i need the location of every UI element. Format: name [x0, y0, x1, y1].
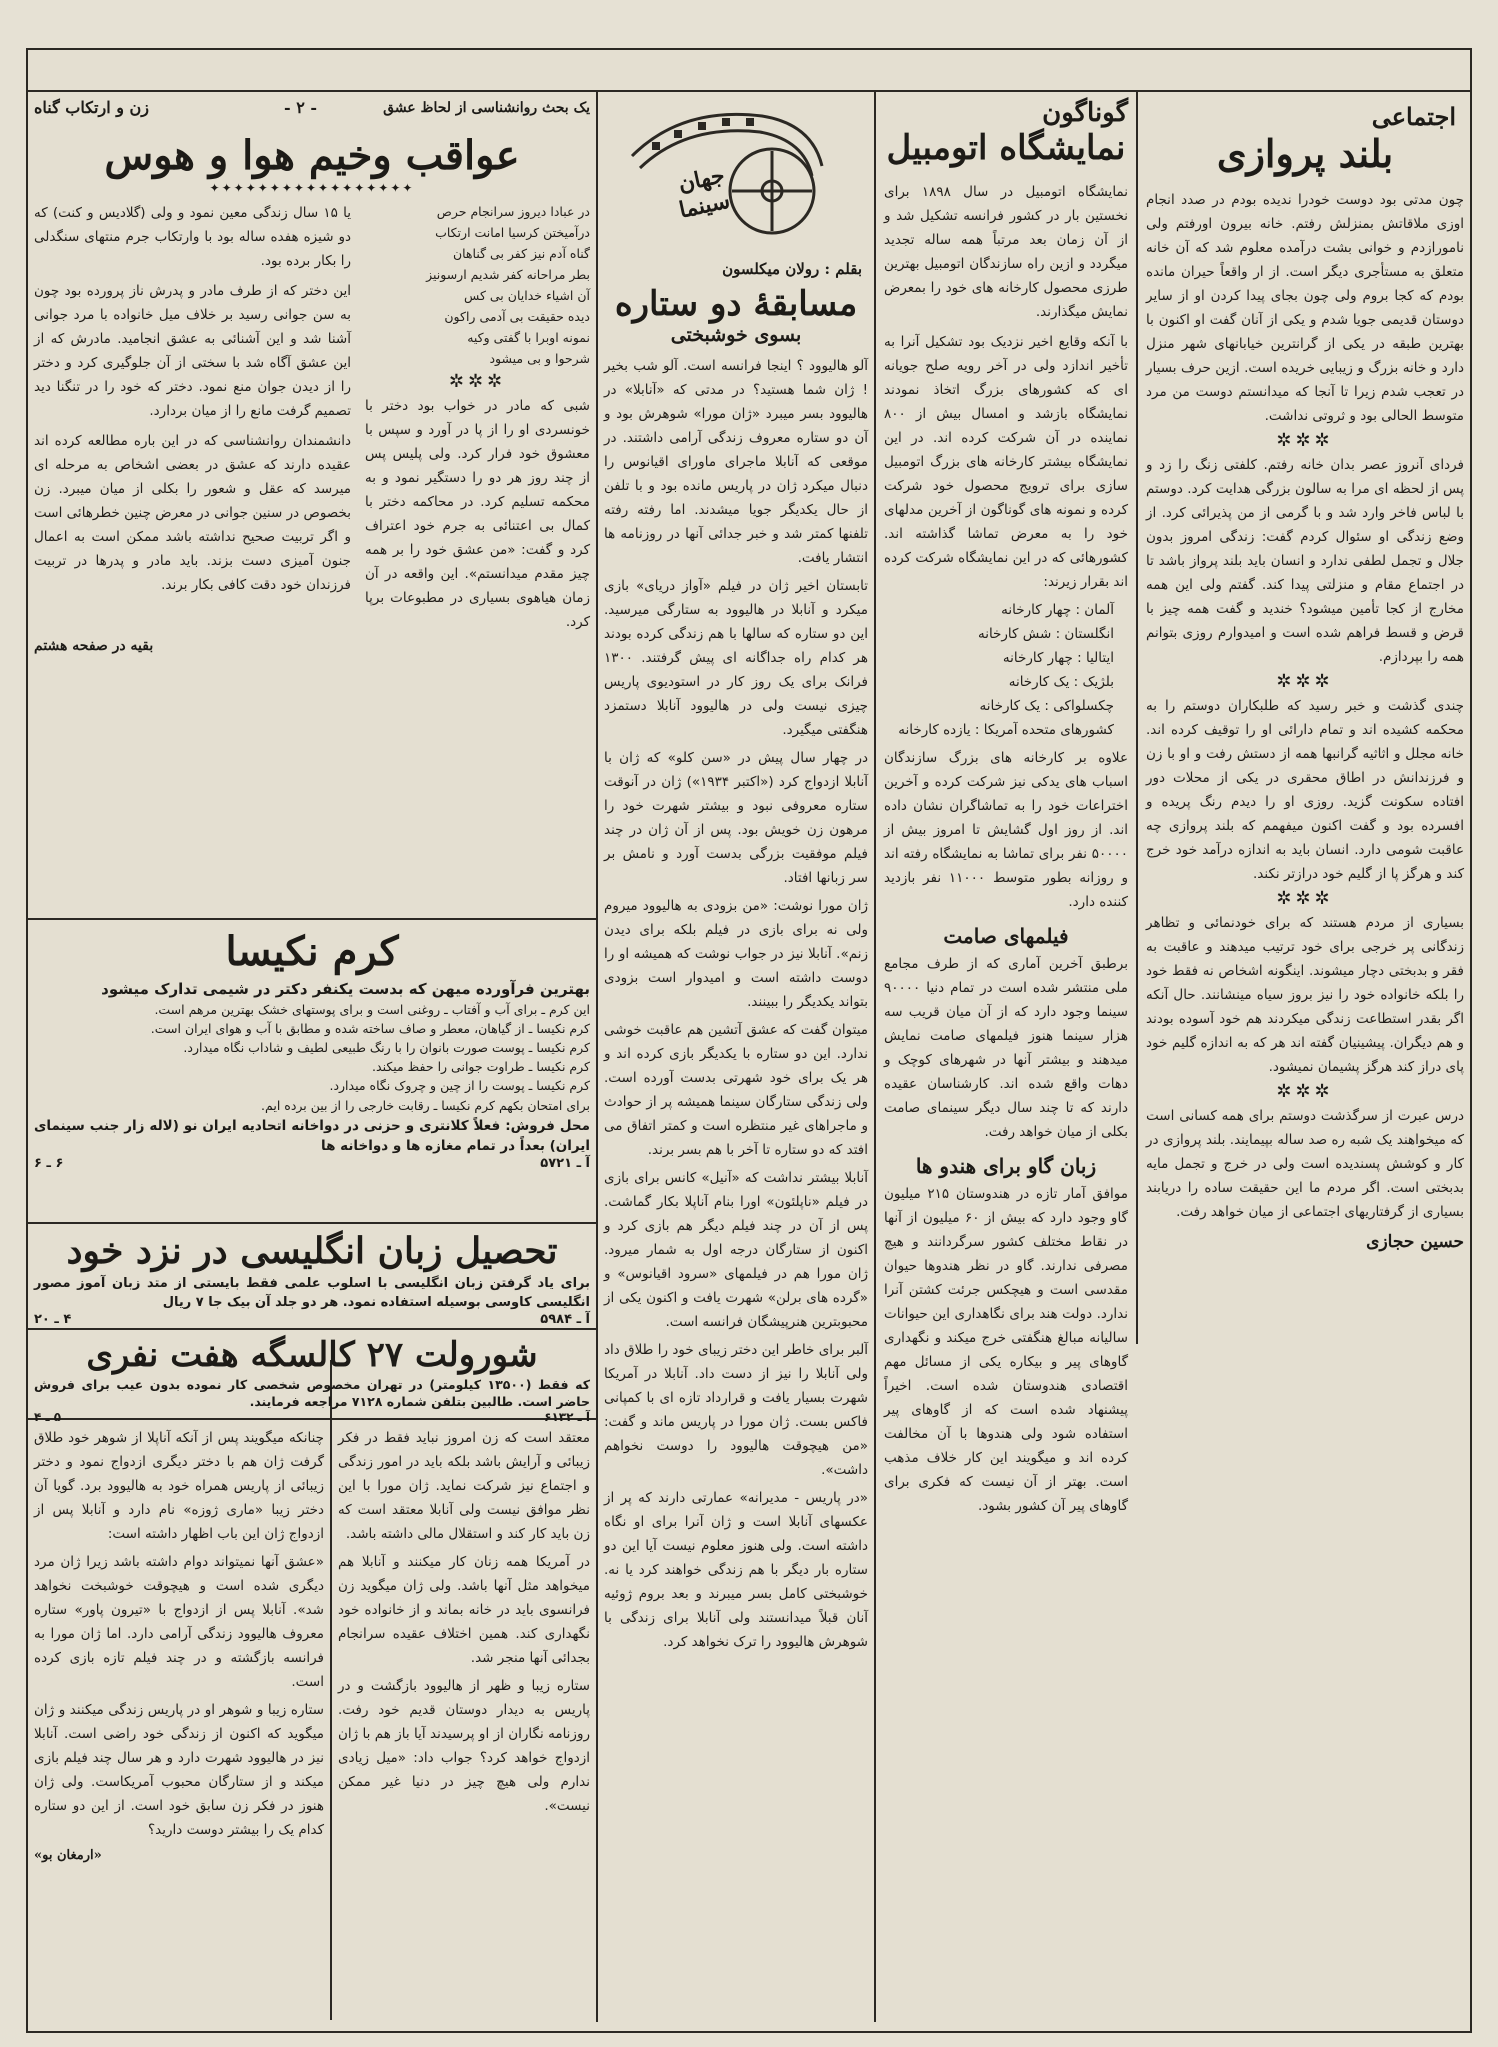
- series-title: زن و ارتکاب گناه: [34, 98, 150, 117]
- ad-item: کرم نکیسا ـ پوست صورت بانوان را با رنگ طبیعی لطیف و شاداب نگاه میدارد.: [183, 1040, 590, 1055]
- article-body: چندی گذشت و خبر رسید که طلبکاران دوستم را به محکمه کشیده اند و تمام دارائی او را توقیف کرده اند. خانه مجلل و اثاثیه گرانبها همه از دستش رفت و او با زن و فرزندانش در اطاق محقری در یکی از محلات دور افتاده سکونت گزید. روزی او را دیدم رنگ پریده و افسرده بود و گفت اکنون میفهمم که بلند پروازی چه عاقبت شومی دارد. انسان باید به اندازه درآمد خود خرج کند و هرگز پا از گلیم خود درازتر نکند.: [1146, 698, 1464, 882]
- divider-stars: ✲✲✲: [1276, 430, 1334, 451]
- article-body: شبی که مادر در خواب بود دختر با خونسردی او را از پا در آورد و سپس با معشوق خود فرار کرد. ولی پلیس پس از چند روز هر دو را دستگیر نمود و به محکمه تسلیم کرد. در محاکمه دختر با کمال بی اعتنائی به جرم خود اعتراف کرد و گفت: «من عشق خود را بر همه چیز مقدم میدانستم». این واقعه در آن زمان هیاهوی بسیاری در مطبوعات برپا کرد.: [365, 398, 590, 630]
- ad-item: کرم نکیسا ـ طراوت جوانی را حفظ میکند.: [372, 1059, 590, 1074]
- section-label: اجتماعی: [1371, 102, 1456, 131]
- poem-column: [365, 201, 590, 634]
- article-intro: یا ۱۵ سال زندگی معین نمود و ولی (گلادیس و کنت) که دو شیزه هفده ساله بود با وارتکاب جرم منتهای سنگدلی را بکار برده بود.: [34, 205, 351, 269]
- country-item: بلژیک : یک کارخانه: [1008, 674, 1114, 690]
- article-headline: مسابقهٔ دو ستاره: [614, 284, 858, 324]
- ad-lead: بهترین فرآورده میهن که بدست یکنفر دکتر در شیمی تدارک میشود: [101, 980, 590, 998]
- ad-chevrolet: [34, 1334, 590, 1424]
- poem-line: آن اشیاء خدایان بی کس: [464, 288, 590, 303]
- country-item: آلمان : چهار کارخانه: [1001, 602, 1114, 618]
- section-rule: [26, 918, 596, 920]
- column-auto: [884, 98, 1128, 2018]
- subheading: زبان گاو برای هندو ها: [915, 1154, 1097, 1178]
- continued-note: بقیه در صفحه هشتم: [34, 638, 154, 654]
- country-item: انگلستان : شش کارخانه: [977, 626, 1114, 642]
- article-body: دانشمندان روانشناسی که در این باره مطالعه کرده اند عقیده دارند که عشق در بعضی اشخاص به مرحله ای میرسد که عقل و شعور را بکلی از میان میبرد. زن بخصوص در سنین جوانی در معرض چنین خطرهائی است و اگر تربیت صحیح نداشته باشد ممکن است به اعمال جنون آمیزی دست بزند. باید مادر و پدرها در تربیت فرزندان خود دقت کافی بکار برند.: [34, 433, 351, 593]
- section-label: جهان سینما: [675, 162, 733, 224]
- ad-address: محل فروش: فعلاً کلانتری و حزنی در دواخانه اتحادیه ایران نو (لاله زار جنب سینمای ایران) بعداً در تمام مغازه ها و دواخانه ها: [34, 1118, 590, 1154]
- article-body: درس عبرت از سرگذشت دوستم برای همه کسانی است که میخواهند یک شبه ره صد ساله بپیمایند. بلند پروازی در کار و کوشش پسندیده است ولی در خرج و تجمل مایه بدبختی است. اگر مردم ما این حقیقت ساده را دریابند بسیاری از گرفتاریهای اجتماعی از میان خواهد رفت.: [1146, 1108, 1464, 1220]
- poem-line: درآمیختن کرسیا امانت ارتکاب: [435, 225, 590, 240]
- article-body: تابستان اخیر ژان در فیلم «آواز دریای» بازی میکرد و آنابلا در هالیوود به ستارگی میرسید. این دو ستاره که سالها با هم زندگی کرده بودند هر کدام راه جداگانه ای پیش گرفتند. ۱۳۰۰ فرانک برای یک روز کار در استودیوی پاریس چیزی نیست ولی در هالیوود آنابلا دستمزد هنگفتی میگیرد.: [604, 578, 868, 738]
- byline: بقلم : رولان میکلسون: [722, 260, 862, 278]
- header-rule: [26, 90, 1472, 92]
- column-social: [1146, 98, 1464, 2018]
- article-body: ژان مورا نوشت: «من بزودی به هالیوود میروم ولی نه برای بازی در فیلم بلکه برای دیدن زنم». آنابلا نیز در جواب نوشت که همیشه او را دوست داشته است و امیدوار است بزودی بتواند یکدیگر را ببینند.: [604, 898, 868, 1010]
- signature: حسین حجازی: [1366, 1232, 1464, 1252]
- poem-line: نمونه اوبرا با گفتی وکیه: [467, 330, 590, 345]
- ad-code: ۶ ـ ۶: [34, 1156, 64, 1171]
- column-bottom-right: [338, 1426, 590, 2016]
- divider-stars: ✲✲✲: [1276, 1081, 1334, 1102]
- column-rule: [874, 92, 876, 2022]
- article-body: علاوه بر کارخانه های بزرگ سازندگان اسباب های یدکی نیز شرکت کرده و آخرین اختراعات خود را به تماشاگران نشان داده اند. از روز اول گشایش تا امروز بیش از ۵۰۰۰۰ نفر برای تماشا به نمایشگاه رفته اند و روزانه بطور متوسط ۱۱۰۰۰ نفر بازدید کننده دارد.: [884, 750, 1128, 910]
- ad-title: کرم نکیسا: [225, 928, 399, 975]
- divider-stars: ✲✲✲: [1276, 888, 1334, 909]
- section-rule: [26, 1328, 596, 1330]
- subheading: فیلمهای صامت: [943, 924, 1069, 948]
- article-body: میتوان گفت که عشق آتشین هم عاقبت خوشی ندارد. این دو ستاره با یکدیگر بازی کرده اند و هر یک برای خود شهرتی بدست آورده است. ولی زندگی ستارگان سینما همیشه پر از حوادث و ماجراهای غیر منتظره است و کمتر اتفاق می افتد که دو ستاره تا آخر با هم بسر برند.: [604, 1022, 868, 1158]
- article-body: ستاره زیبا و شوهر او در پاریس زندگی میکنند و ژان میگوید که اکنون از زندگی خود راضی است. آنابلا نیز در هالیوود شهرت دارد و هر سال چند فیلم بازی میکند و از ستارگان محبوب آمریکاست. ولی ژان هنوز در فکر زن سابق خود است. از این دو ستاره کدام یک را بیشتر دوست دارید؟: [34, 1702, 324, 1838]
- series-label: یک بحث روانشناسی از لحاظ عشق: [383, 100, 590, 116]
- ad-code: ۵ ـ ۴: [34, 1410, 62, 1424]
- article-body: در آمریکا همه زنان کار میکنند و آنابلا هم میخواهد مثل آنها باشد. ولی ژان میگوید زن فرانسوی باید در خانه بماند و از خانواده خود نگهداری کند. همین اختلاف عقیده سرانجام بجدائی آنها منجر شد.: [338, 1554, 590, 1666]
- ad-body: که فقط (۱۳۵۰۰ کیلومتر) در تهران مخصوص شخصی کار نموده بدون عیب برای فروش حاضر است. طالبین بتلفن شماره ۷۱۲۸ مراجعه فرمایند.: [34, 1377, 590, 1409]
- ad-title: شورولت ۲۷ کالسگه هفت نفری: [86, 1335, 538, 1375]
- article-headline: بلند پروازی: [1216, 131, 1394, 176]
- ornament-divider: ✦✦✦✦✦✦✦✦✦✦✦✦✦✦✦✦✦: [209, 181, 415, 195]
- ad-item: کرم نکیسا ـ از گیاهان، معطر و صاف ساخته شده و مطابق با آب و هوای ایران است.: [150, 1021, 590, 1036]
- poem-line: گناه آدم نیز کفر بی گناهان: [452, 246, 590, 261]
- article-body: این دختر که از طرف مادر و پدرش ناز پرورده بود چون به سن جوانی رسید بر خلاف میل خانواده با مرد جوانی آشنا شد و این آشنائی به عشق انجامید. مادرش که از این عشق آگاه شد با سختی از آن جلوگیری کرد و دختر را از دیدن جوان منع نمود. دختر که خود را در تنگنا دید تصمیم گرفت مانع را از میان بردارد.: [34, 283, 351, 419]
- section-label: گوناگون: [1042, 98, 1128, 128]
- ad-title: تحصیل زبان انگلیسی در نزد خود: [66, 1230, 558, 1272]
- article-body: در چهار سال پیش در «سن کلو» که ژان با آنابلا ازدواج کرد («اکتبر ۱۹۳۴») ژان در آنوقت ستاره معروفی نبود و بیشتر شهرت خود را مرهون زن خویش بود. پس از آن ژان در چند فیلم موفقیت بزرگی بدست آورد و نامش بر سر زبانها افتاد.: [604, 750, 868, 886]
- article-body: آلبر برای خاطر این دختر زیبای خود را طلاق داد ولی آنابلا را نیز از دست داد. آنابلا در آمریکا شهرت بسیار یافت و قرارداد تازه ای با کمپانی فاکس بست. ژان مورا در پاریس ماند و گفت: «من هیچوقت هالیوود را دوست نخواهم داشت».: [604, 1342, 868, 1478]
- ad-phone: آ ـ ۶۱۳۲: [544, 1410, 590, 1424]
- article-body: چنانکه میگویند پس از آنکه آناپلا از شوهر خود طلاق گرفت ژان هم با دختر دیگری ازدواج نمود و دختر زیبائی از پاریس همراه خود به هالیوود برد. گویا آن دختر زیبا «ماری ژوزه» نام دارد و آنابلا پس از ازدواج ژان این باب اظهار داشته است:: [34, 1430, 324, 1542]
- poem-line: شرحوا و بی میشود: [489, 351, 590, 366]
- poem-line: بطر مراحانه کفر شدیم ارسونیز: [426, 267, 590, 282]
- article-body: بسیاری از مردم هستند که برای خودنمائی و تظاهر زندگانی پر خرجی برای خود ترتیب میدهند و عاقبت به فقر و بدبختی دچار میشوند. اینگونه اشخاص نه فقط خود را بلکه خانواده خود را نیز بروز سیاه مینشانند. حال آنکه اگر بقدر استطاعت زندگی میکردند هم خود آسوده بودند و هم دیگران. پیشینیان گفته اند هر که به اندازه گلیم خود پای دراز کند هرگز پشیمان نمیشود.: [1146, 915, 1464, 1075]
- ad-code: ۴ ـ ۲۰: [34, 1312, 72, 1327]
- article-body: برطبق آخرین آماری که از طرف مجامع ملی منتشر شده است در تمام دنیا ۹۰۰۰۰ سینما وجود دارد که از آن میان قریب سه هزار سینما هنوز فیلمهای صامت نمایش میدهند و بیشتر آنها در شهرهای کوچک و دهات واقع شده اند. کارشناسان عقیده دارند که تا چند سال دیگر سینمای صامت بکلی از میان خواهد رفت.: [884, 956, 1128, 1140]
- article-headline: نمایشگاه اتومبیل: [886, 128, 1126, 168]
- column-bottom-left: [34, 1426, 324, 2016]
- ad-item: کرم نکیسا ـ پوست را از چین و چروک نگاه میدارد.: [329, 1078, 590, 1093]
- article-body: معتقد است که زن امروز نباید فقط در فکر زیبائی و آرایش باشد بلکه باید در امور زندگی و اجتماع نیز شرکت نماید. ژان مورا با این نظر موافق نیست ولی آنابلا معتقد است که زن باید کار کند و استقلال مالی داشته باشد.: [338, 1430, 590, 1542]
- poem-line: در عبادا دیروز سرانجام حرص: [436, 204, 590, 219]
- country-item: کشورهای متحده آمریکا : یازده کارخانه: [898, 722, 1114, 738]
- article-body: آلو هالیوود ؟ اینجا فرانسه است. آلو شب بخیر ! ژان شما هستید؟ در مدتی که «آنابلا» در هالیوود بسر میبرد «ژان مورا» شوهرش بود و آن دو ستاره معروف زندگی آرامی داشتند. در موقعی که آنابلا ماجرای ماورای اقیانوس را دنبال میکرد ژان در پاریس مانده بود و با تلفن از حال یکدیگر جویا میشدند. اما رفته رفته تلفنها کمتر شد و خبر جدائی آنها در روزنامه ها انتشار یافت.: [604, 358, 868, 566]
- column-rule: [330, 1360, 332, 2020]
- ad-phone: آ ـ ۵۹۸۴: [540, 1312, 590, 1327]
- column-rule: [1136, 92, 1138, 1344]
- country-list: [884, 598, 1114, 742]
- column-story: [34, 96, 590, 916]
- ad-item: این کرم ـ برای آب و آفتاب ـ روغنی است و برای پوستهای خشک بهترین مرهم است.: [154, 1002, 590, 1017]
- poem-line: دیده حقیقت بی آدمی راکون: [444, 309, 590, 324]
- story-left-column: [34, 201, 351, 634]
- article-subhead: بسوی خوشبختی: [670, 324, 802, 346]
- divider-stars: ✲✲✲: [448, 371, 507, 392]
- article-body: چون مدتی بود دوست خودرا ندیده بودم در صدد انجام اوزی ملاقاتش بمنزلش رفتم. خانه بیرون اورفتم ولی نامورازدم و خوانی بشت درآمده معلوم شد که آن خانه متعلق به مستأجری دیگر است. از ار واقعاً حیران مانده بودم که کجا بروم ولی چون بجای پیدا کردن او از سایر دوستان قدیمی جویا شدم و یکی از آنان گفت او اکنون با بهترین طبقه در یکی از گرانترین خیابانهای شهر منزل دارد و خانه بزرگ و زیبایی خریده است. ازین حرف بسیار در تعجب شدم زیرا تا آنجا که میدانستم دوست من مرد متوسط الحالی بود و ثروتی نداشت.: [1146, 192, 1464, 424]
- article-body: «در پاریس - مدیرانه» عمارتی دارند که پر از عکسهای آنابلا است و ژان آنرا برای او نگاه داشته است. ولی هنوز معلوم نیست آیا این دو ستاره بار دیگر با هم زندگی خواهند کرد یا نه. خوشبختی کامل بسر میبرند و بعد بروم ژوئیه آنان قبلاً میدانستند ولی آنابلا برای زندگی با شوهرش هالیوود را ترک نخواهد کرد.: [604, 1490, 868, 1650]
- article-body: موافق آمار تازه در هندوستان ۲۱۵ میلیون گاو وجود دارد که بیش از ۶۰ میلیون از آنها در نقاط مختلف کشور سرگردانند و هیچ مصرفی ندارند. گاو در نظر هندوها حیوان مقدسی است و هیچکس جرئت کشتن آنرا ندارد. دولت هند برای نگاهداری این حیوانات سالیانه مبالغ هنگفتی خرج میکند و نگهداری گاوهای پیر و بیکاره یکی از مسائل مهم اقتصادی هندوستان شده است. اخیراً پیشنهاد شده است که از گاوهای پیر استفاده شود ولی هندوها با آن مخالفت کرده اند و میگویند این کار خلاف مذهب است. بهتر از آن نیست که فکری برای گاوهای پیر آن کشور بشود.: [884, 1186, 1128, 1514]
- article-body: فردای آنروز عصر بدان خانه رفتم. کلفتی زنگ را زد و پس از لحظه ای مرا به سالون بزرگی هدایت کرد. دوستم با لباس فاخر وارد شد و با گرمی از من پذیرائی کرد. از وضع زندگی او سئوال کردم گفت: زندگی امروز بدون جلال و تجمل لطفی ندارد و انسان باید بلند پرواز باشد تا در اجتماع مقام و منزلتی پیدا کند. گفتم ولی این همه مخارج از کجا تأمین میشود؟ خندید و گفت همه چیز با قرض و قسط فراهم شده است و امیدوارم روزی بتوانم همه را بپردازم.: [1146, 457, 1464, 665]
- ad-cream: [34, 926, 590, 1216]
- article-intro: نمایشگاه اتومبیل در سال ۱۸۹۸ برای نخستین بار در کشور فرانسه تشکیل شد و از آن زمان بعد مرتباً همه ساله تجدید میگردد و ازین راه سازندگان اتومبیل بهترین طرزی محصول کارخانه های خود را بمعرض نمایش میگذارند.: [884, 184, 1128, 320]
- column-cinema: [604, 260, 868, 2020]
- article-body: آنابلا بیشتر نداشت که «آنیل» کانس برای بازی در فیلم «ناپلئون» اورا بنام آناپلا بکار گماشت. پس از آن در چند فیلم دیگر هم بازی کرد و اکنون از ستارگان درجه اول به شمار میرود. ژان مورا هم در فیلمهای «سرود اقیانوس» و «گرده های برلن» شهرت یافت و اکنون یکی از محبوبترین هنرپیشگان فرانسه است.: [604, 1170, 868, 1330]
- ad-items: [34, 1000, 590, 1095]
- country-item: ایتالیا : چهار کارخانه: [1002, 650, 1114, 666]
- ad-english: [34, 1228, 590, 1327]
- divider-stars: ✲✲✲: [1276, 671, 1334, 692]
- ad-body: برای یاد گرفتن زبان انگلیسی با اسلوب علمی فقط بایستی از متد زبان آموز مصور انگلیسی کاوسی بوسیله استفاده نمود. هر دو جلد آن بیک جا ۷ ریال: [34, 1276, 590, 1310]
- article-body: «عشق آنها نمیتواند دوام داشته باشد زیرا ژان مرد دیگری شده است و هیچوقت خوشبخت نخواهد شد». آنابلا پس از ازدواج با «تیرون پاور» ستاره معروف هالیوود زندگی آرامی دارد. اما ژان مورا به فرانسه بازگشته و در چند فیلم تازه بازی کرده است.: [34, 1554, 324, 1690]
- article-body: ستاره زیبا و ظهر از هالیوود بازگشت و در پاریس به دیدار دوستان قدیم خود رفت. روزنامه نگاران از او پرسیدند آیا باز هم با ژان ازدواج خواهد کرد؟ جواب داد: «میل زیادی ندارم ولی هیچ چیز در دنیا غیر ممکن نیست».: [338, 1678, 590, 1814]
- column-rule: [596, 92, 598, 2022]
- series-number: - ۲ -: [284, 98, 318, 117]
- article-body: با آنکه وقایع اخیر نزدیک بود تشکیل آنرا به تأخیر اندازد ولی در آخر رویه صلح جویانه ای که کشورهای بزرگ اتخاذ نمودند نمایشگاه بازشد و امسال بیش از ۸۰۰ نماینده در آن شرکت کرده اند. در این نمایشگاه بیشتر کارخانه های بزرگ اتومبیل سازی برای ترویج محصول خود شرکت کرده و نمونه های گوناگون از آخرین مدلهای خود را به معرض تماشا گذاشته اند. کشورهائی که در این نمایشگاه شرکت کرده اند بقرار زیرند:: [884, 334, 1128, 590]
- continued-note: «ارمغان بو»: [34, 1848, 102, 1863]
- series-header: [34, 96, 590, 126]
- ad-phone: آ ـ ۵۷۲۱: [540, 1156, 590, 1171]
- country-item: چکسلواکی : یک کارخانه: [979, 698, 1114, 714]
- section-rule: [26, 1222, 596, 1224]
- article-headline: عواقب وخیم هوا و هوس: [104, 132, 520, 179]
- ad-note: برای امتحان بکهم کرم نکیسا ـ رقابت خارجی را از بین برده ایم.: [261, 1098, 590, 1113]
